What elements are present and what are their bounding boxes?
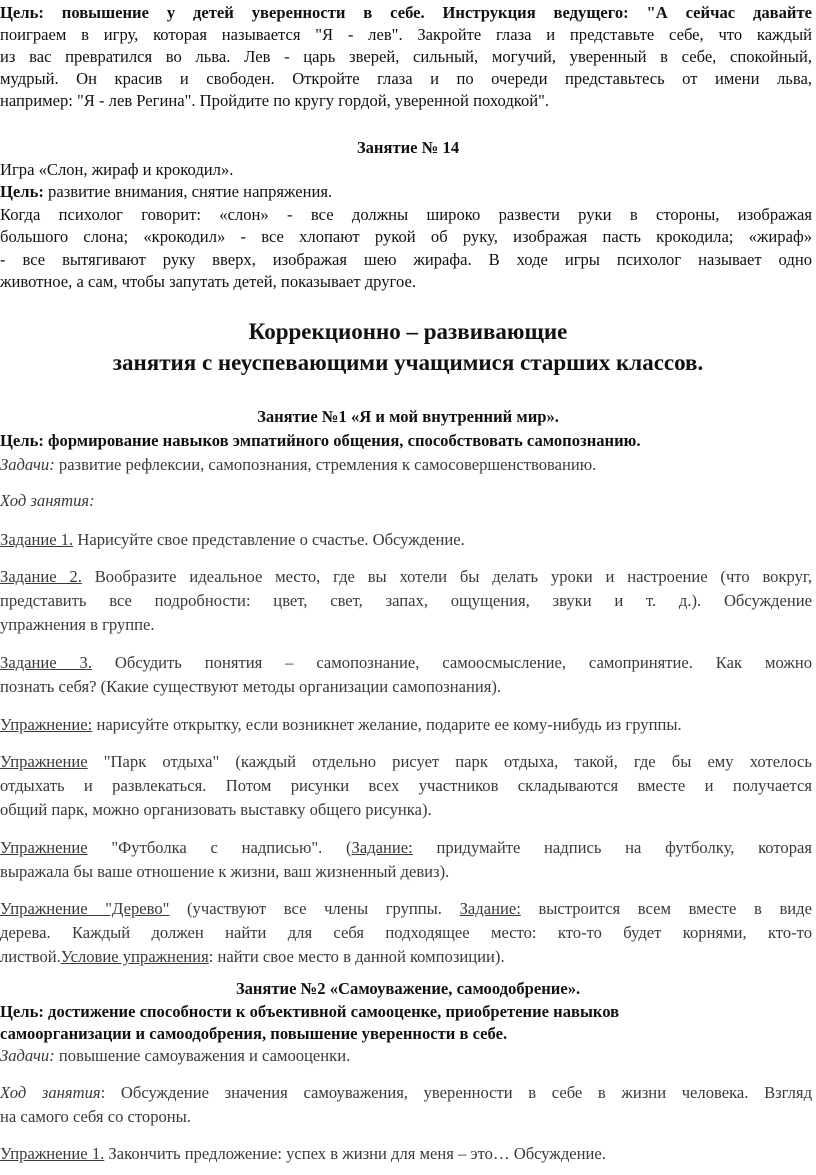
lesson-1-exercise-2-line-3: общий парк, можно организовать выставку общего рисунка).	[0, 800, 432, 819]
exercise-4-label: Упражнение "Дерево"	[0, 899, 170, 918]
goal-label: Цель:	[0, 3, 44, 22]
lesson-1-title	[0, 406, 816, 428]
exercise-2-text-1: "Парк отдыха" (каждый отдельно рисует парк отдыха, такой, где бы ему хотелось	[103, 752, 812, 771]
lesson-1-tasks	[0, 454, 596, 476]
tasks-label: Задачи:	[0, 1046, 55, 1065]
exercise-3-text-a: "Футболка с надписью". (	[111, 838, 352, 857]
lesson-2-goal-text-2: самоорганизации и самоодобрения, повышение уверенности в себе.	[0, 1024, 508, 1043]
s1-goal: повышение у детей уверенности в себе. Инструкция ведущего: "А сейчас давайте	[61, 3, 812, 22]
lesson-1-exercise-1	[0, 714, 682, 736]
lesson-2-goal-text-1: достижение способности к объективной самооценке, приобретение навыков	[48, 1002, 620, 1021]
exercise-3-label: Упражнение	[0, 838, 88, 857]
lesson-1-exercise-3-line-2: выражала бы ваше отношение к жизни, ваш жизненный девиз).	[0, 862, 450, 881]
task-2-text-1: Вообразите идеальное место, где вы хотели бы делать уроки и настроение (что вокруг,	[94, 567, 812, 586]
lesson-2-course-line-2: на самого себя со стороны.	[0, 1107, 191, 1126]
lesson-1-course	[0, 490, 95, 512]
lesson-1-exercise-3-line-1	[0, 837, 812, 859]
lesson-1-task-2-line-3: упражнения в группе.	[0, 615, 155, 634]
exercise-4-text-d: : найти свое место в данной композиции).	[208, 947, 505, 966]
exercise-4-text-b: выстроится всем вместе в виде	[538, 899, 812, 918]
lesson-14-p1: Когда психолог говорит: «слон» - все должны широко развести руки в стороны, изображая	[0, 205, 812, 224]
lesson-1-task-1	[0, 529, 465, 551]
lesson-14-goal-text: развитие внимания, снятие напряжения.	[48, 182, 333, 201]
lesson-1-exercise-2-line-2: отдыхать и развлекаться. Потом рисунки всех участников складываются вместе и получается	[0, 776, 812, 795]
lesson-2-title	[0, 978, 816, 1000]
lesson-2-course-label: Ход занятия	[0, 1083, 101, 1102]
exercise-4-text-a: (участвуют все члены группы.	[187, 899, 442, 918]
lesson-14-title-text: Занятие № 14	[356, 138, 460, 157]
s1-line-4: мудрый. Он красив и свободен. Откройте глаза и по очереди представьтесь от имени льва,	[0, 69, 812, 88]
lesson-14-p4: животное, а сам, чтобы запутать детей, показывает другое.	[0, 272, 416, 291]
lesson-2-tasks-text: повышение самоуважения и самооценки.	[58, 1046, 351, 1065]
lesson-2-exercise-1	[0, 1143, 606, 1165]
section-title-2: занятия с неуспевающими учащимися старших классов.	[112, 350, 704, 375]
task-1-label: Задание 1.	[0, 530, 74, 549]
goal-label: Цель:	[0, 182, 44, 201]
lesson-1-exercise-4-line-2: дерева. Каждый должен найти для себя подходящее место: кто-то будет корнями, кто-то	[0, 923, 812, 942]
task-3-label: Задание 3.	[0, 653, 92, 672]
lesson-1-exercise-4-line-3	[0, 946, 505, 968]
lesson-14-p2: большого слона; «крокодил» - все хлопают рукой об руку, изображая пасть крокодила; «жираф»	[0, 227, 812, 246]
lesson-2-title-text: Занятие №2 «Самоуважение, самоодобрение».	[235, 979, 581, 998]
lesson-14-title	[0, 137, 816, 159]
lesson-14-goal	[0, 181, 332, 203]
lesson-2-exercise-1-text: Закончить предложение: успех в жизни для меня – это… Обсуждение.	[108, 1144, 606, 1163]
exercise-4-text-c: листвой.	[0, 947, 61, 966]
lesson-2-exercise-1-label: Упражнение 1.	[0, 1144, 105, 1163]
exercise-3-text-b: придумайте надпись на футболку, которая	[436, 838, 812, 857]
task-1-text: Нарисуйте свое представление о счастье. Обсуждение.	[77, 530, 465, 549]
exercise-4-task-label: Задание:	[459, 899, 521, 918]
lesson-2-goal-line-2	[0, 1023, 507, 1045]
tasks-label: Задачи:	[0, 455, 55, 474]
task-3-text-1: Обсудить понятия – самопознание, самоосмысление, самопринятие. Как можно	[114, 653, 812, 672]
goal-label: Цель:	[0, 1002, 44, 1021]
section-title-1: Коррекционно – развивающие	[248, 319, 568, 344]
exercise-4-condition-label: Условие упражнения	[60, 947, 209, 966]
lesson-1-task-2-line-1	[0, 566, 812, 588]
lesson-2-course-line-1	[0, 1082, 812, 1104]
lesson-1-tasks-text: развитие рефлексии, самопознания, стремления к самосовершенствованию.	[58, 455, 597, 474]
task-2-label: Задание 2.	[0, 567, 82, 586]
s1-line-2: поиграем в игру, которая называется "Я - лев". Закройте глаза и представьте себе, что каждый	[0, 25, 812, 44]
lesson-1-task-3-line-2: познать себя? (Какие существуют методы организации самопознания).	[0, 677, 502, 696]
lesson-1-exercise-2-line-1	[0, 751, 812, 773]
lesson-1-exercise-4-line-1	[0, 898, 812, 920]
goal-label: Цель:	[0, 431, 44, 450]
lesson-14-game: Игра «Слон, жираф и крокодил».	[0, 160, 234, 179]
lesson-14-p3: - все вытягивают руку вверх, изображая шею жирафа. В ходе игры психолог называет одно	[0, 250, 812, 269]
lesson-2-goal-line-1	[0, 1001, 619, 1023]
lesson-2-tasks	[0, 1045, 350, 1067]
exercise-2-label: Упражнение	[0, 752, 88, 771]
lesson-1-goal-text: формирование навыков эмпатийного общения, способствовать самопознанию.	[48, 431, 641, 450]
s1-line-1	[0, 2, 812, 24]
exercise-text: нарисуйте открытку, если возникнет желание, подарите ее кому-нибудь из группы.	[96, 715, 682, 734]
lesson-1-task-3-line-1	[0, 652, 812, 674]
exercise-label: Упражнение:	[0, 715, 93, 734]
exercise-3-task-label: Задание:	[351, 838, 413, 857]
lesson-1-goal	[0, 430, 641, 452]
lesson-2-course-text-1: : Обсуждение значения самоуважения, уверенности в себе в жизни человека. Взгляд	[100, 1083, 813, 1102]
s1-line-3: из вас превратился во льва. Лев - царь зверей, сильный, могучий, уверенный в себе, спокойный,	[0, 47, 812, 66]
s1-line-5: например: "Я - лев Регина". Пройдите по кругу гордой, уверенной походкой".	[0, 91, 550, 110]
lesson-1-title-text: Занятие №1 «Я и мой внутренний мир».	[257, 407, 559, 426]
lesson-1-task-2-line-2: представить все подробности: цвет, свет, запах, ощущения, звуки и т. д.). Обсуждение	[0, 591, 812, 610]
lesson-1-course-label: Ход занятия:	[0, 491, 95, 510]
